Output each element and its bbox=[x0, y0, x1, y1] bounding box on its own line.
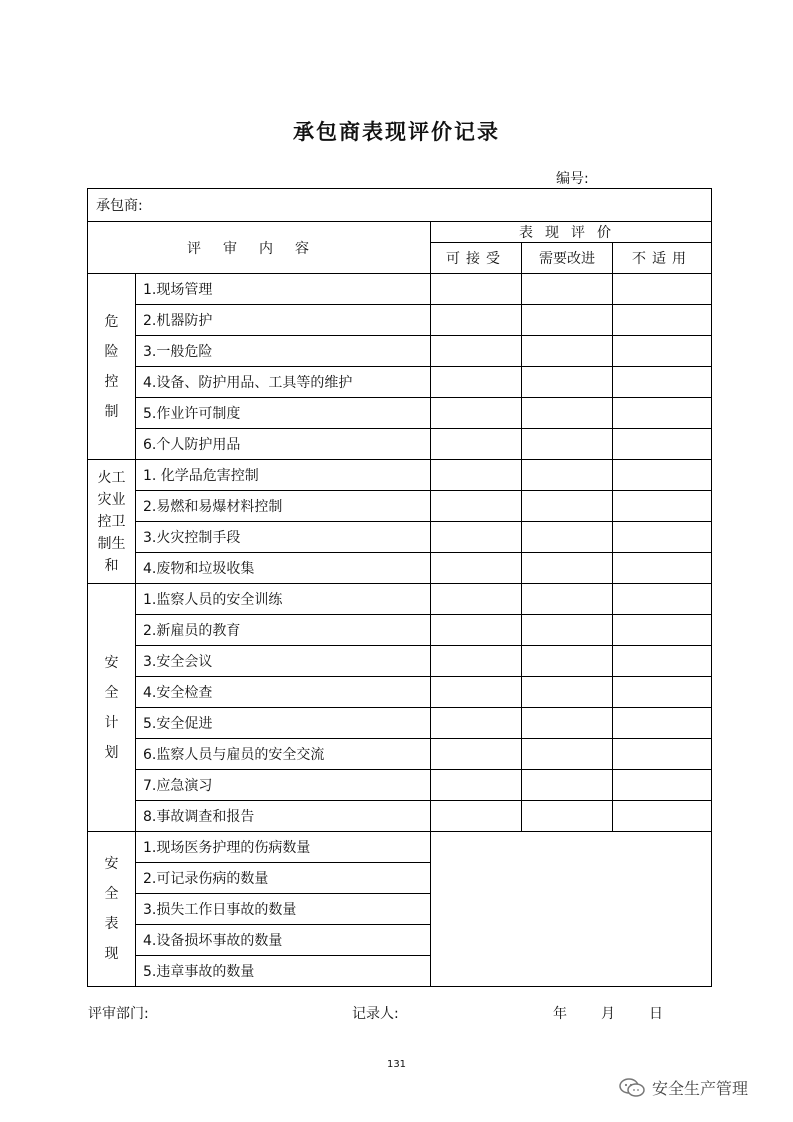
item-label: 4.设备损坏事故的数量 bbox=[136, 925, 431, 956]
item-label: 1. 化学品危害控制 bbox=[136, 460, 431, 491]
group-label-char: 现 bbox=[104, 946, 119, 962]
group-label-char: 火 bbox=[97, 469, 112, 486]
serial-number-label: 编号: bbox=[556, 171, 589, 187]
item-label: 2.机器防护 bbox=[136, 305, 431, 336]
item-label: 3.安全会议 bbox=[136, 646, 431, 677]
rating-not-applicable[interactable] bbox=[613, 429, 712, 460]
rating-not-applicable[interactable] bbox=[613, 522, 712, 553]
item-label: 6.监察人员与雇员的安全交流 bbox=[136, 739, 431, 770]
item-label: 5.安全促进 bbox=[136, 708, 431, 739]
rating-acceptable[interactable] bbox=[431, 677, 522, 708]
rating-needs-improvement[interactable] bbox=[522, 801, 613, 832]
group-label-row bbox=[105, 555, 119, 577]
recorder-label: 记录人: bbox=[352, 1006, 399, 1022]
rating-not-applicable[interactable] bbox=[613, 739, 712, 770]
column-needs-improvement: 需要改进 bbox=[522, 243, 613, 274]
rating-acceptable[interactable] bbox=[431, 274, 522, 305]
rating-needs-improvement[interactable] bbox=[522, 708, 613, 739]
rating-not-applicable[interactable] bbox=[613, 553, 712, 584]
rating-not-applicable[interactable] bbox=[613, 367, 712, 398]
group-safety-performance bbox=[88, 832, 136, 987]
column-not-applicable: 不适用 bbox=[613, 243, 712, 274]
group-label-char: 控 bbox=[104, 373, 119, 390]
group-label-char: 安 bbox=[104, 654, 119, 671]
rating-acceptable[interactable] bbox=[431, 739, 522, 770]
rating-acceptable[interactable] bbox=[431, 646, 522, 677]
group-label-char: 划 bbox=[104, 744, 119, 761]
group-label-char: 全 bbox=[104, 886, 119, 902]
rating-acceptable[interactable] bbox=[431, 522, 522, 553]
item-label: 5.作业许可制度 bbox=[136, 398, 431, 429]
rating-not-applicable[interactable] bbox=[613, 305, 712, 336]
rating-acceptable[interactable] bbox=[431, 801, 522, 832]
rating-acceptable[interactable] bbox=[431, 336, 522, 367]
rating-needs-improvement[interactable] bbox=[522, 460, 613, 491]
group-label-row bbox=[98, 511, 126, 533]
rating-not-applicable[interactable] bbox=[613, 677, 712, 708]
rating-not-applicable[interactable] bbox=[613, 491, 712, 522]
group-hazard-control bbox=[88, 274, 136, 460]
item-label: 2.新雇员的教育 bbox=[136, 615, 431, 646]
item-label: 7.应急演习 bbox=[136, 770, 431, 801]
evaluation-table bbox=[87, 188, 712, 987]
rating-acceptable[interactable] bbox=[431, 615, 522, 646]
rating-not-applicable[interactable] bbox=[613, 801, 712, 832]
rating-not-applicable[interactable] bbox=[613, 584, 712, 615]
rating-not-applicable[interactable] bbox=[613, 398, 712, 429]
rating-needs-improvement[interactable] bbox=[522, 274, 613, 305]
rating-not-applicable[interactable] bbox=[613, 460, 712, 491]
rating-needs-improvement[interactable] bbox=[522, 739, 613, 770]
watermark bbox=[618, 1076, 748, 1099]
rating-not-applicable[interactable] bbox=[613, 708, 712, 739]
rating-needs-improvement[interactable] bbox=[522, 770, 613, 801]
review-content-header: 评审内容 bbox=[88, 222, 431, 274]
rating-needs-improvement[interactable] bbox=[522, 646, 613, 677]
group-label-char: 生 bbox=[111, 535, 126, 552]
group-label-char: 安 bbox=[104, 856, 119, 872]
contractor-label: 承包商: bbox=[96, 198, 143, 214]
rating-needs-improvement[interactable] bbox=[522, 491, 613, 522]
rating-needs-improvement[interactable] bbox=[522, 677, 613, 708]
rating-acceptable[interactable] bbox=[431, 584, 522, 615]
group-label-char: 灾 bbox=[97, 491, 112, 508]
rating-not-applicable[interactable] bbox=[613, 615, 712, 646]
group-label-char: 险 bbox=[104, 343, 119, 360]
group-label-char: 业 bbox=[111, 491, 126, 508]
rating-acceptable[interactable] bbox=[431, 460, 522, 491]
document-title: 承包商表现评价记录 bbox=[293, 119, 500, 144]
group-label-char: 和 bbox=[104, 557, 119, 574]
rating-not-applicable[interactable] bbox=[613, 646, 712, 677]
rating-acceptable[interactable] bbox=[431, 553, 522, 584]
group-industrial-hygiene-fire-control bbox=[88, 460, 136, 584]
item-label: 4.安全检查 bbox=[136, 677, 431, 708]
group-label-char: 卫 bbox=[111, 513, 126, 530]
evaluation-header: 表现评价 bbox=[431, 222, 712, 243]
group-safety-plan bbox=[88, 584, 136, 832]
group-label-char: 计 bbox=[104, 714, 119, 731]
group-label-char: 表 bbox=[104, 916, 119, 932]
rating-needs-improvement[interactable] bbox=[522, 429, 613, 460]
group-label-char: 危 bbox=[104, 313, 119, 330]
rating-acceptable[interactable] bbox=[431, 398, 522, 429]
group-label-char: 制 bbox=[97, 535, 112, 552]
rating-needs-improvement[interactable] bbox=[522, 336, 613, 367]
rating-not-applicable[interactable] bbox=[613, 274, 712, 305]
group-label-char: 制 bbox=[104, 403, 119, 420]
rating-acceptable[interactable] bbox=[431, 491, 522, 522]
item-label: 5.违章事故的数量 bbox=[136, 956, 431, 987]
rating-needs-improvement[interactable] bbox=[522, 553, 613, 584]
group-label-char: 工 bbox=[111, 469, 126, 486]
item-label: 3.一般危险 bbox=[136, 336, 431, 367]
rating-acceptable[interactable] bbox=[431, 708, 522, 739]
date-month-label: 月 bbox=[601, 1006, 615, 1022]
rating-needs-improvement[interactable] bbox=[522, 615, 613, 646]
item-label: 4.设备、防护用品、工具等的维护 bbox=[136, 367, 431, 398]
rating-needs-improvement[interactable] bbox=[522, 398, 613, 429]
rating-not-applicable[interactable] bbox=[613, 770, 712, 801]
column-acceptable: 可接受 bbox=[431, 243, 522, 274]
watermark-text: 安全生产管理 bbox=[652, 1079, 749, 1098]
item-label: 2.可记录伤病的数量 bbox=[136, 863, 431, 894]
date-day-label: 日 bbox=[649, 1006, 663, 1022]
rating-needs-improvement[interactable] bbox=[522, 367, 613, 398]
review-dept-label: 评审部门: bbox=[88, 1006, 149, 1022]
group-label-row bbox=[98, 489, 126, 511]
rating-needs-improvement[interactable] bbox=[522, 522, 613, 553]
item-label: 1.现场管理 bbox=[136, 274, 431, 305]
rating-acceptable[interactable] bbox=[431, 429, 522, 460]
page-number: 131 bbox=[386, 1059, 407, 1070]
date-year-label: 年 bbox=[553, 1006, 567, 1022]
item-label: 2.易燃和易爆材料控制 bbox=[136, 491, 431, 522]
rating-not-applicable[interactable] bbox=[613, 336, 712, 367]
group-label-char: 控 bbox=[97, 513, 112, 530]
item-label: 4.废物和垃圾收集 bbox=[136, 553, 431, 584]
item-label: 8.事故调查和报告 bbox=[136, 801, 431, 832]
item-label: 3.损失工作日事故的数量 bbox=[136, 894, 431, 925]
group-label-row bbox=[98, 467, 126, 489]
group-label-char: 全 bbox=[104, 684, 119, 701]
item-label: 3.火灾控制手段 bbox=[136, 522, 431, 553]
rating-acceptable[interactable] bbox=[431, 305, 522, 336]
wechat-icon bbox=[618, 1077, 646, 1099]
rating-acceptable[interactable] bbox=[431, 770, 522, 801]
item-label: 6.个人防护用品 bbox=[136, 429, 431, 460]
group-label-row bbox=[98, 533, 126, 555]
rating-needs-improvement[interactable] bbox=[522, 305, 613, 336]
rating-acceptable[interactable] bbox=[431, 367, 522, 398]
item-label: 1.监察人员的安全训练 bbox=[136, 584, 431, 615]
rating-needs-improvement[interactable] bbox=[522, 584, 613, 615]
performance-count-area[interactable] bbox=[431, 832, 712, 987]
contractor-field[interactable] bbox=[88, 189, 712, 222]
item-label: 1.现场医务护理的伤病数量 bbox=[136, 832, 431, 863]
